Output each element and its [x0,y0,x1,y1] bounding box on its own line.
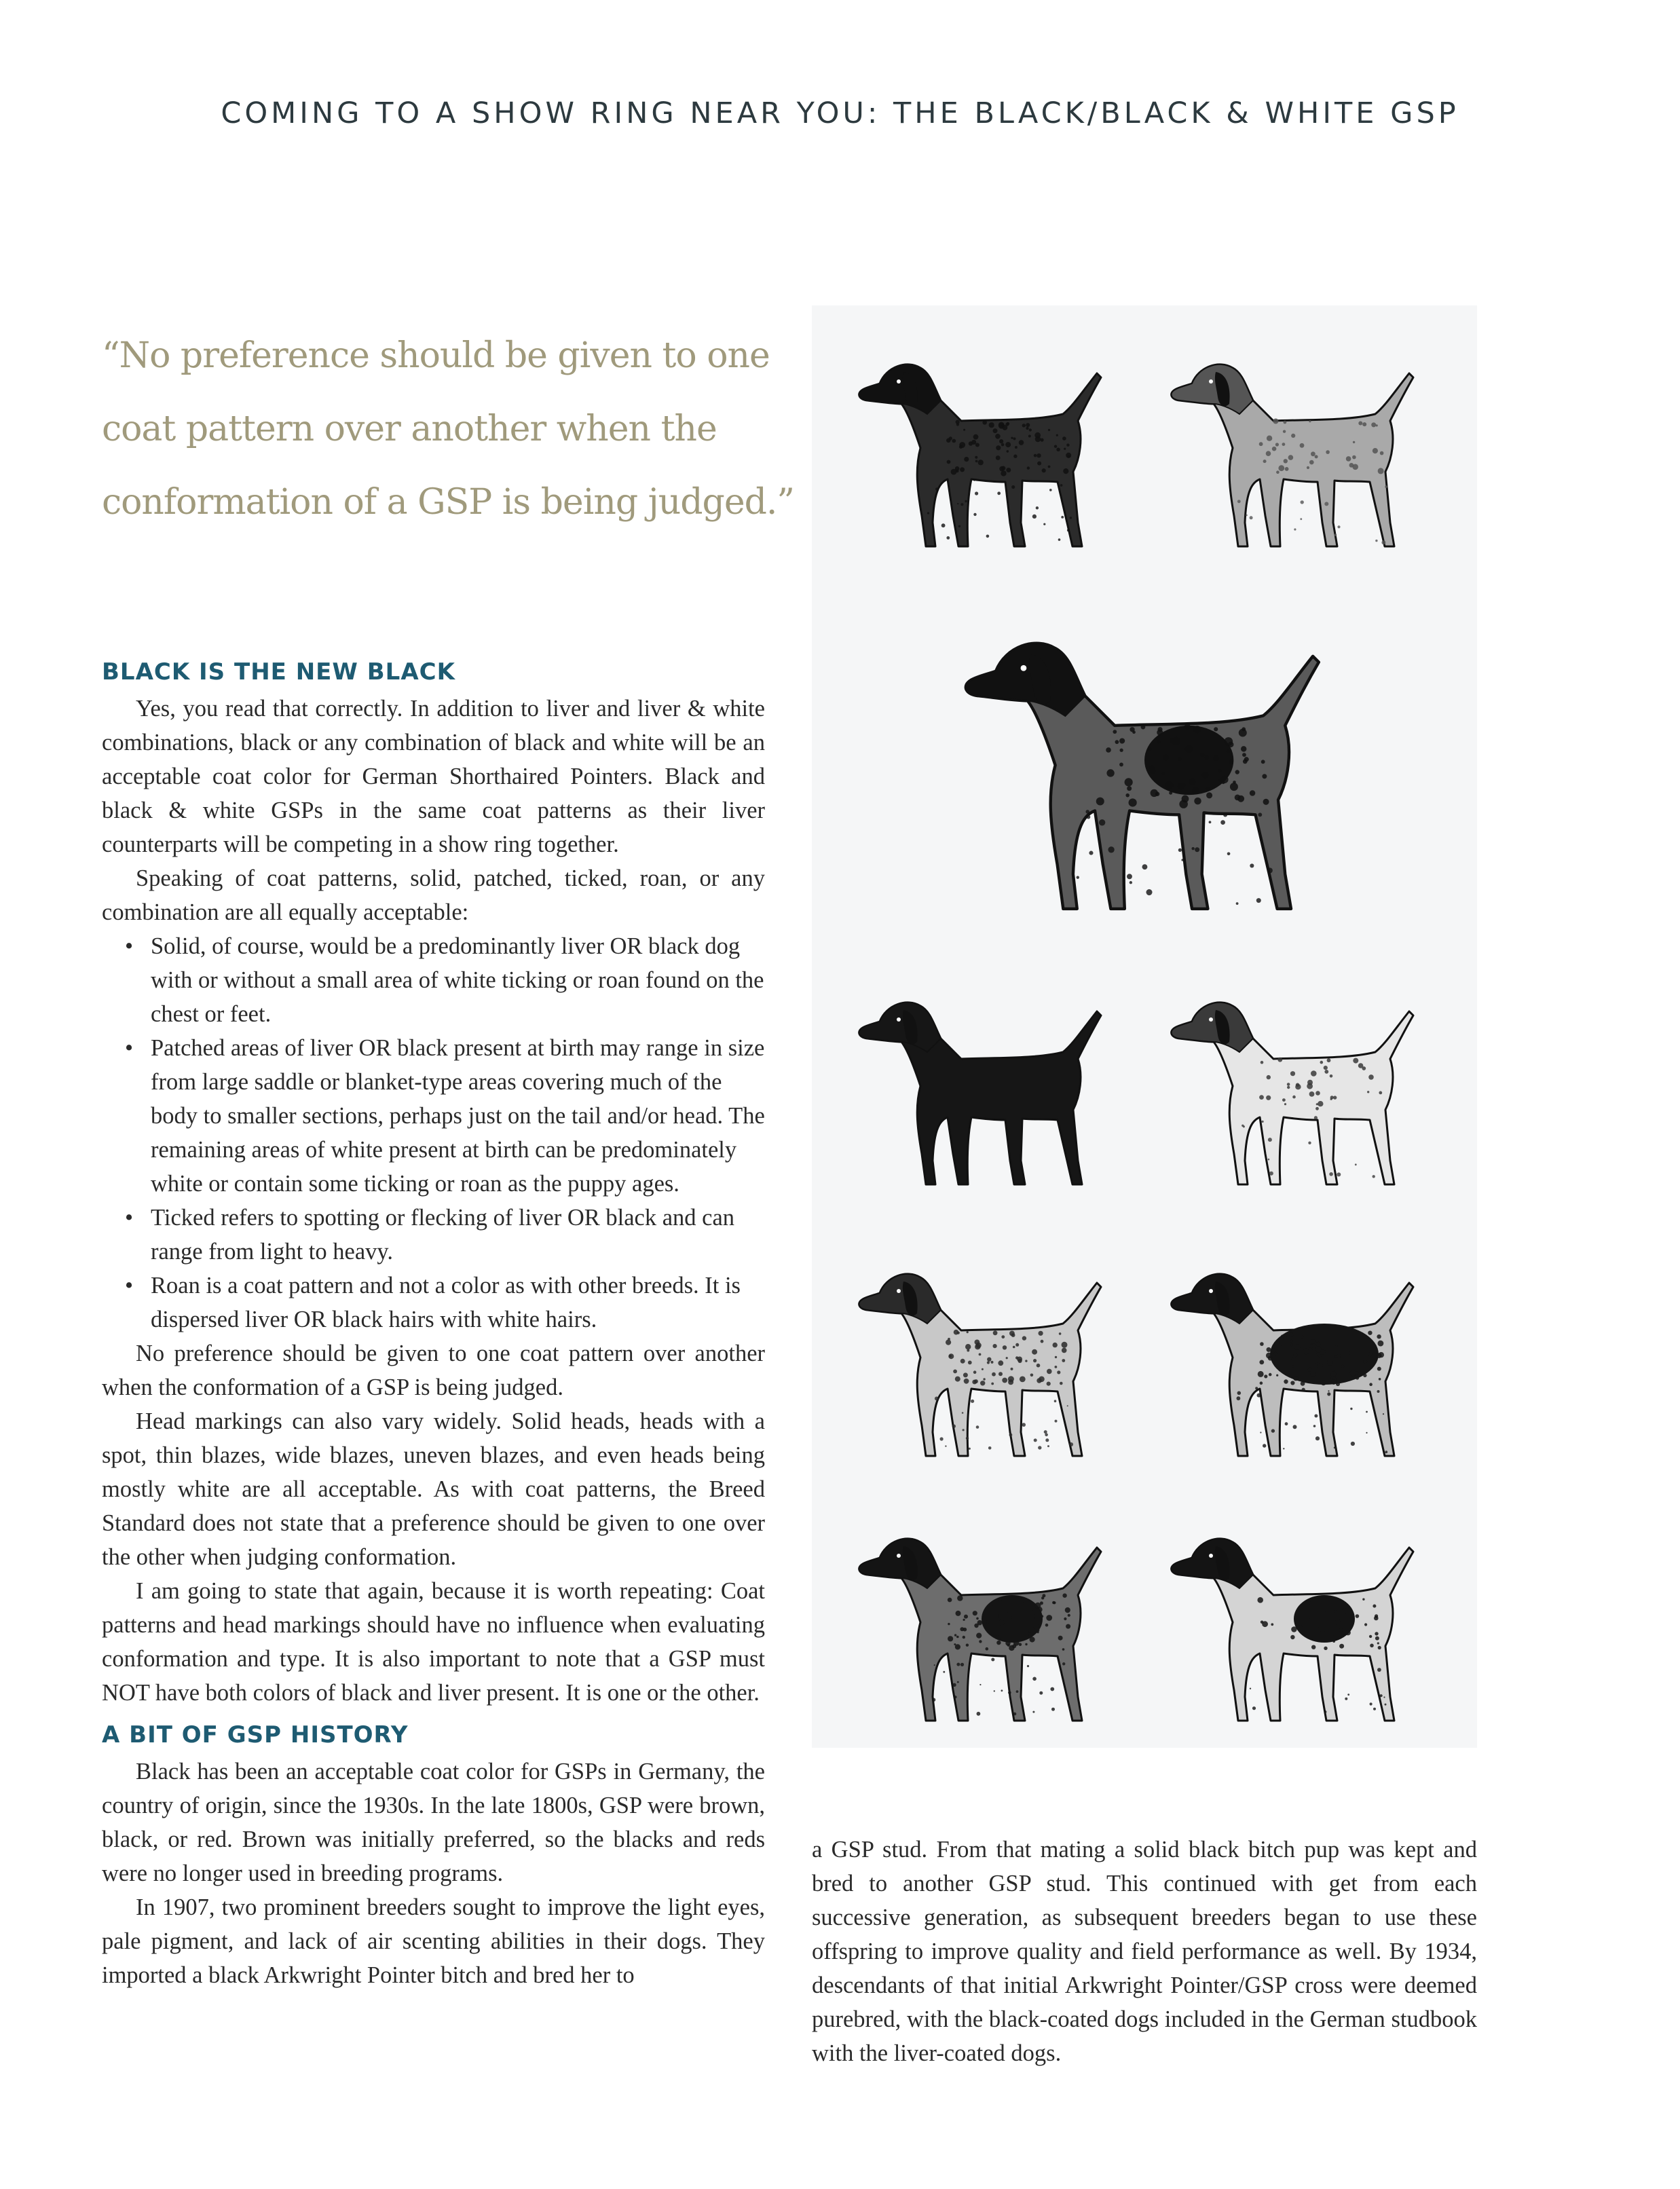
paragraph: Speaking of coat patterns, solid, patched, ticked, roan, or any combination are all equally acceptable: [102,865,765,925]
right-column [812,1833,1477,2070]
dog-illustration [927,577,1362,943]
dog-illustration [839,1493,1124,1744]
list-item: • Roan is a coat pattern and not a color as with other breeds. It is dispersed liver OR black hairs with white hairs. [151,1269,765,1336]
paragraph: Black has been an acceptable coat color for GSPs in Germany, the country of origin, since the 1930s. In the late 1800s, GSP were brown, black, or red. Brown was initially preferred, so the blacks and reds were no longer used in breeding programs. [102,1759,765,1886]
paragraph: In 1907, two prominent breeders sought to improve the light eyes, pale pigment, and lack of air scenting abilities in their dogs. They imported a black Arkwright Pointer bitch and bred her to [102,1894,765,1988]
list-item: • Patched areas of liver OR black present at birth may range in size from large saddle or blanket-type areas covering much of the body to smaller sections, perhaps just on the tail and/or head. The remaining areas of white present at birth can be predominately white or contain some ticking or roan as the puppy ages. [151,1031,765,1201]
list-item: • Solid, of course, would be a predominantly liver OR black dog with or without a small area of white ticking or roan found on the chest or feet. [151,929,765,1031]
dog-illustration [839,319,1124,570]
dog-illustration [1151,1229,1436,1480]
page-header: COMING TO A SHOW RING NEAR YOU: THE BLACK/BLACK & WHITE GSP [221,96,1459,130]
pull-quote-line: “No preference should be given to one [102,335,770,376]
paragraph: a GSP stud. From that mating a solid black bitch pup was kept and bred to another GSP stud. This continued with get from each successive generation, as subsequent breeders began to use these offspring to improve quality and field performance as well. By 1934, descendants of that initial Arkwright Pointer/GSP cross were deemed purebred, with the black-coated dogs included in the German studbook with the liver-coated dogs. [812,1837,1477,2066]
left-column [102,655,765,1992]
gsp-illustrations [812,305,1477,1748]
section-heading-history: A BIT OF GSP HISTORY [102,1721,409,1748]
pull-quote-line: conformation of a GSP is being judged.” [102,482,794,523]
paragraph: Head markings can also vary widely. Solid heads, heads with a spot, thin blazes, wide blazes, uneven blazes, and even heads being mostly white are all acceptable. As with coat patterns, the Breed Standard does not state that a preference should be given to one over the other when judging conformation. [102,1408,765,1570]
paragraph: I am going to state that again, because it is worth repeating: Coat patterns and head markings should have no influence when evaluating conformation and type. It is also important to note that a GSP must NOT have both colors of black and liver present. It is one or the other. [102,1578,765,1706]
pull-quote [102,319,794,539]
paragraph: No preference should be given to one coat pattern over another when the conformation of a GSP is being judged. [102,1341,765,1400]
dog-illustration [1151,1493,1436,1744]
list-item: • Ticked refers to spotting or flecking of liver OR black and can range from light to heavy. [151,1201,765,1269]
paragraph: Yes, you read that correctly. In addition to liver and liver & white combinations, black or any combination of black and white will be an acceptable coat color for German Shorthaired Pointers. Black and black & white GSPs in the same coat patterns as their liver counterparts will be competing in a show ring together. [102,696,765,857]
dog-illustration [839,957,1124,1208]
dog-illustration [1151,957,1436,1208]
dog-illustration [1151,319,1436,570]
pull-quote-line: coat pattern over another when the [102,409,717,449]
coat-pattern-list [102,929,765,1336]
section-heading-black: BLACK IS THE NEW BLACK [102,658,455,686]
dog-illustration [839,1229,1124,1480]
